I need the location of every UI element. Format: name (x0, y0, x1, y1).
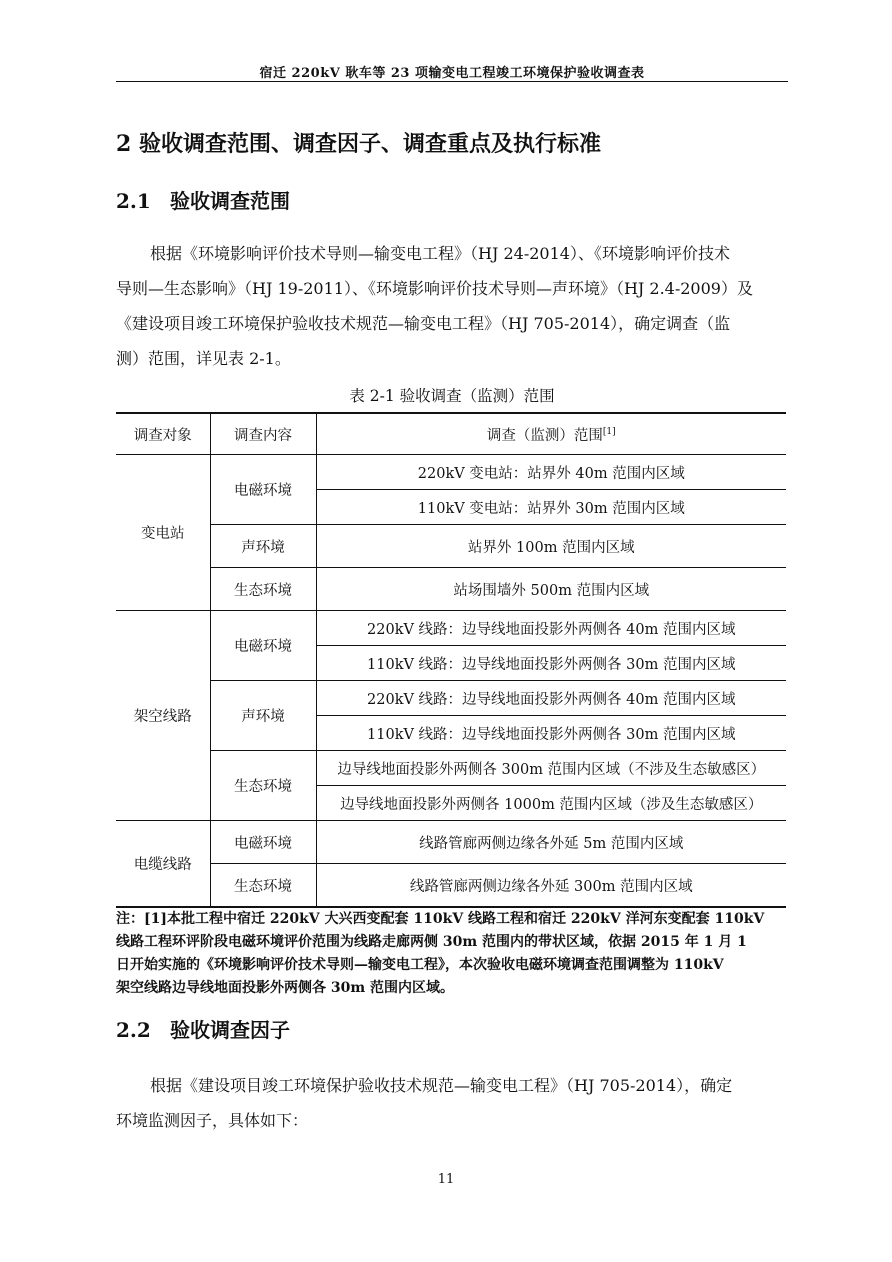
header-rule (116, 81, 788, 82)
header-object: 调查对象 (116, 413, 210, 455)
table-caption: 表 2-1 验收调查（监测）范围 (349, 387, 555, 405)
subsection-title: 验收调查范围 (170, 189, 290, 213)
subsection-number: 2.2 (116, 1018, 151, 1042)
factors-paragraph (116, 1068, 788, 1138)
content-cell: 声环境 (210, 681, 316, 751)
scope-cell: 站界外 100m 范围内区域 (316, 525, 786, 568)
footnote-line: 注：[1]本批工程中宿迁 220kV 大兴西变配套 110kV 线路工程和宿迁 220kV 洋河东变配套 110kV (116, 911, 765, 927)
paragraph-line: 环境监测因子，具体如下： (116, 1111, 309, 1130)
table-row (116, 568, 786, 611)
footnote-mark: [1] (602, 426, 616, 437)
content-cell: 电磁环境 (210, 821, 316, 864)
scope-cell: 线路管廊两侧边缘各外延 5m 范围内区域 (316, 821, 786, 864)
table-row (116, 681, 786, 716)
header-scope-label: 调查（监测）范围 (486, 427, 603, 444)
scope-cell: 220kV 线路：边导线地面投影外两侧各 40m 范围内区域 (316, 611, 786, 646)
subsection-heading-2-1 (116, 185, 290, 214)
content-cell: 生态环境 (210, 568, 316, 611)
footnote-line: 日开始实施的《环境影响评价技术导则—输变电工程》，本次验收电磁环境调查范围调整为 110kV (116, 957, 724, 973)
scope-cell: 线路管廊两侧边缘各外延 300m 范围内区域 (316, 864, 786, 908)
scope-cell: 边导线地面投影外两侧各 1000m 范围内区域（涉及生态敏感区） (316, 786, 786, 821)
content-cell: 生态环境 (210, 751, 316, 821)
table-row (116, 611, 786, 646)
scope-cell: 110kV 变电站：站界外 30m 范围内区域 (316, 490, 786, 525)
table-row (116, 751, 786, 786)
subsection-title: 验收调查因子 (170, 1018, 290, 1042)
paragraph-line: 根据《环境影响评价技术导则—输变电工程》（HJ 24-2014）、《环境影响评价技术 (150, 244, 730, 263)
paragraph-line: 导则—生态影响》（HJ 19-2011）、《环境影响评价技术导则—声环境》（HJ 2.4-2009）及 (116, 279, 753, 298)
table-header-row (116, 413, 786, 455)
table-row (116, 525, 786, 568)
scope-table (116, 412, 786, 908)
object-cell: 架空线路 (116, 611, 210, 821)
scope-cell: 220kV 线路：边导线地面投影外两侧各 40m 范围内区域 (316, 681, 786, 716)
scope-cell: 边导线地面投影外两侧各 300m 范围内区域（不涉及生态敏感区） (316, 751, 786, 786)
page-number: 11 (437, 1172, 455, 1187)
footnote-line: 线路工程环评阶段电磁环境评价范围为线路走廊两侧 30m 范围内的带状区域，依据 2015 年 1 月 1 (116, 934, 747, 950)
section-title: 2 验收调查范围、调查因子、调查重点及执行标准 (116, 131, 601, 157)
paragraph-line: 测）范围，详见表 2-1。 (116, 349, 291, 368)
paragraph-line: 根据《建设项目竣工环境保护验收技术规范—输变电工程》（HJ 705-2014），确定 (150, 1076, 733, 1095)
scope-cell: 110kV 线路：边导线地面投影外两侧各 30m 范围内区域 (316, 646, 786, 681)
header-scope (316, 413, 786, 455)
content-cell: 电磁环境 (210, 611, 316, 681)
footnote-line: 架空线路边导线地面投影外两侧各 30m 范围内区域。 (116, 980, 455, 996)
content-cell: 声环境 (210, 525, 316, 568)
paragraph-line: 《建设项目竣工环境保护验收技术规范—输变电工程》（HJ 705-2014），确定调查（监 (116, 314, 731, 333)
scope-cell: 220kV 变电站：站界外 40m 范围内区域 (316, 455, 786, 490)
content-cell: 生态环境 (210, 864, 316, 908)
subsection-number: 2.1 (116, 189, 151, 213)
table-row (116, 821, 786, 864)
content-cell: 电磁环境 (210, 455, 316, 525)
scope-cell: 站场围墙外 500m 范围内区域 (316, 568, 786, 611)
table-row (116, 864, 786, 908)
running-header: 宿迁 220kV 耿车等 23 项输变电工程竣工环境保护验收调查表 (259, 66, 645, 81)
subsection-heading-2-2 (116, 1014, 290, 1043)
table-row (116, 455, 786, 490)
object-cell: 电缆线路 (116, 821, 210, 908)
header-content: 调查内容 (210, 413, 316, 455)
table-footnote (116, 908, 788, 1000)
scope-cell: 110kV 线路：边导线地面投影外两侧各 30m 范围内区域 (316, 716, 786, 751)
object-cell: 变电站 (116, 455, 210, 611)
scope-paragraph (116, 236, 788, 376)
